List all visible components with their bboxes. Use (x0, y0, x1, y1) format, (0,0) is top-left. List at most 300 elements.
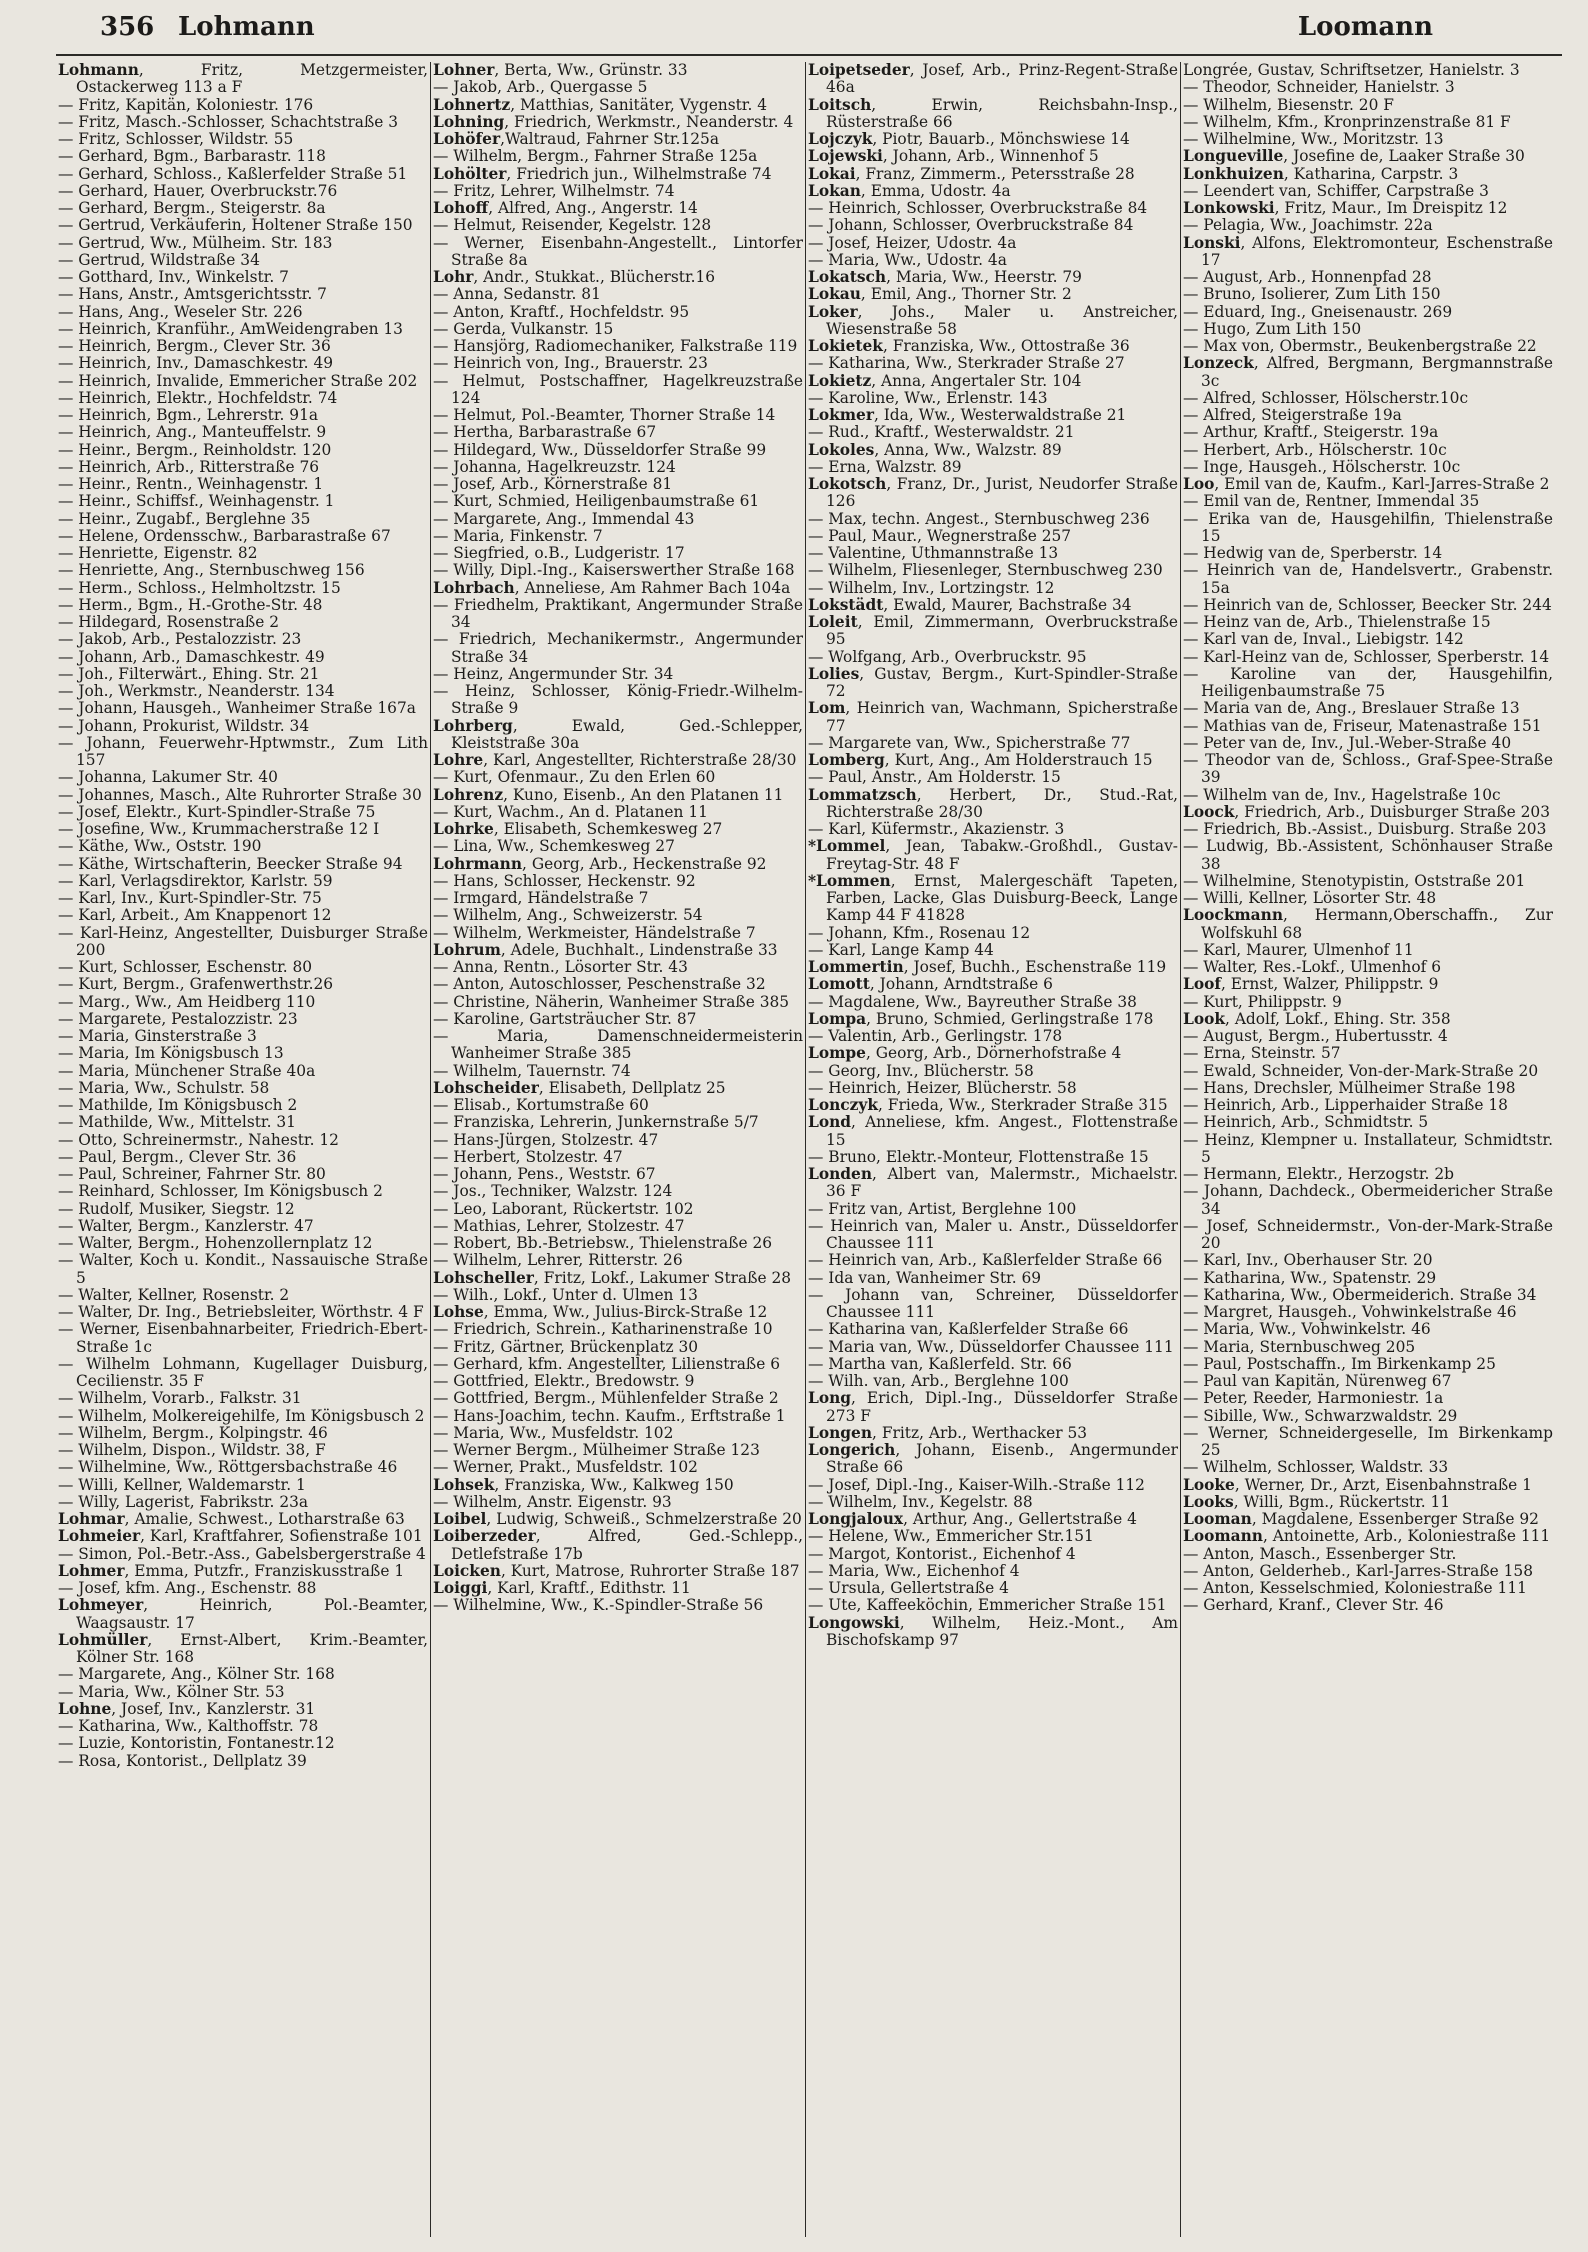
directory-entry (433, 1425, 803, 1442)
directory-entry (1183, 1287, 1553, 1304)
entry-surname: Loiberzeder (433, 1527, 536, 1546)
directory-entry (58, 1183, 428, 1200)
entry-details: , Friedrich, Werkmstr., Neanderstr. 4 (504, 112, 794, 131)
entry-details: — Heinrich, Elektr., Hochfeldstr. 74 (58, 388, 338, 407)
entry-surname: Lohmer (58, 1561, 125, 1580)
directory-entry (808, 286, 1178, 303)
entry-details: — Hedwig van de, Sperberstr. 14 (1183, 544, 1443, 562)
entry-details: — Gerhard, Bgm., Barbarastr. 118 (58, 147, 326, 166)
directory-entry (58, 666, 428, 683)
directory-entry (1183, 1494, 1553, 1511)
directory-entry (433, 459, 803, 476)
directory-entry (58, 373, 428, 390)
entry-surname: Lohning (433, 112, 505, 131)
directory-entry (58, 511, 428, 528)
entry-details: , Kurt, Ang., Am Holderstrauch 15 (884, 751, 1153, 769)
entry-details: — Friedrich, Schrein., Katharinenstraße 10 (433, 1320, 773, 1339)
directory-entry (58, 114, 428, 131)
entry-details: — Wilhelm, Inv., Kegelstr. 88 (808, 1492, 1033, 1511)
entry-details: — Willi, Kellner, Lösorter Str. 48 (1183, 889, 1437, 907)
directory-entry (1183, 424, 1553, 441)
directory-entry (808, 166, 1178, 183)
directory-entry (1183, 1028, 1553, 1045)
entry-surname: Lohrke (433, 820, 494, 838)
entry-details: — Heinrich, Arb., Schmidtstr. 5 (1183, 1113, 1429, 1132)
directory-entry (433, 424, 803, 441)
directory-entry (58, 1045, 428, 1062)
entry-surname: Lojczyk (808, 130, 873, 148)
directory-entry (1183, 355, 1553, 390)
directory-entry (58, 269, 428, 286)
directory-entry (433, 856, 803, 873)
directory-entry (58, 148, 428, 165)
directory-entry (58, 1321, 428, 1356)
directory-entry (433, 907, 803, 924)
entry-details: — Walter, Bergm., Hohenzollernplatz 12 (58, 1234, 373, 1252)
entry-surname: Looman (1183, 1510, 1252, 1528)
directory-entry (433, 62, 803, 79)
entry-surname: Loitsch (808, 95, 872, 114)
entry-details: — Katharina, Ww., Obermeiderich. Straße 34 (1183, 1285, 1537, 1304)
entry-details: , Fritz, Arb., Werthacker 53 (872, 1423, 1088, 1442)
entry-details: — Kurt, Ofenmaur., Zu den Erlen 60 (433, 768, 716, 787)
entry-details: — Max von, Obermstr., Beukenbergstraße 22 (1183, 337, 1537, 355)
directory-entry (58, 476, 428, 493)
directory-entry (58, 1753, 428, 1770)
entry-details: — Wilhelmine, Ww., Moritzstr. 13 (1183, 130, 1444, 148)
entry-details: — Wilh. van, Arb., Berglehne 100 (808, 1372, 1069, 1390)
directory-entry (58, 355, 428, 372)
directory-entry (433, 338, 803, 355)
entry-details: — Christine, Näherin, Wanheimer Straße 385 (433, 992, 790, 1011)
directory-entry (808, 1252, 1178, 1269)
directory-entry (58, 183, 428, 200)
directory-entry (1183, 476, 1553, 493)
entry-details: — Georg, Inv., Blücherstr. 58 (808, 1061, 1034, 1080)
directory-entry (1183, 804, 1553, 821)
directory-entry (808, 1494, 1178, 1511)
entry-details: , Ludwig, Schweiß., Schmelzerstraße 20 (486, 1510, 802, 1528)
entry-details: — Josef, Heizer, Udostr. 4a (808, 233, 1017, 252)
column-divider (805, 62, 806, 2237)
entry-details: , Karl, Angestellter, Richterstraße 28/30 (483, 751, 797, 769)
entry-surname: Loiggi (433, 1579, 488, 1597)
directory-entry (1183, 735, 1553, 752)
entry-surname: Lohmüller (58, 1630, 148, 1649)
entry-details: — Karl, Inv., Oberhauser Str. 20 (1183, 1251, 1433, 1270)
directory-entry (808, 338, 1178, 355)
entry-details: , Josef, Arb., Prinz-Regent-Straße 46a (826, 62, 1178, 97)
entry-details: — Anna, Sedanstr. 81 (433, 285, 601, 304)
directory-entry (1183, 442, 1553, 459)
directory-entry (433, 355, 803, 372)
directory-entry (1183, 787, 1553, 804)
entry-details: — Herm., Bgm., H.-Grothe-Str. 48 (58, 595, 323, 614)
directory-entry (808, 1097, 1178, 1114)
entry-details: — Heinrich, Arb., Ritterstraße 76 (58, 457, 320, 476)
entry-details: — Rudolf, Musiker, Siegstr. 12 (58, 1199, 295, 1218)
directory-entry (433, 1321, 803, 1338)
directory-entry (58, 1063, 428, 1080)
entry-details: — Inge, Hausgeh., Hölscherstr. 10c (1183, 457, 1461, 476)
directory-entry (58, 97, 428, 114)
entry-surname: Looke (1183, 1475, 1235, 1494)
right-running-head: Loomann (1297, 12, 1433, 42)
entry-details: , Anna, Angertaler Str. 104 (871, 371, 1082, 390)
entry-details: — Gerhard, Bergm., Steigerstr. 8a (58, 199, 326, 217)
entry-surname: Londen (808, 1165, 873, 1183)
entry-details: — Heinz, Angermunder Str. 34 (433, 664, 674, 683)
directory-entry (808, 1080, 1178, 1097)
entry-details: — Kurt, Bergm., Grafenwerthstr.26 (58, 975, 334, 994)
directory-entry (808, 649, 1178, 666)
directory-entry (58, 1546, 428, 1563)
entry-details: , Georg, Arb., Dörnerhofstraße 4 (865, 1044, 1122, 1063)
directory-entry (1183, 1063, 1553, 1080)
directory-entry (808, 959, 1178, 976)
directory-entry (1183, 1218, 1553, 1253)
directory-entry (58, 200, 428, 217)
entry-details: — Wilhelm, Bergm., Kolpingstr. 46 (58, 1423, 328, 1442)
entry-details: — Wilhelm, Inv., Lortzingstr. 12 (808, 578, 1055, 597)
entry-surname: Lohmeier (58, 1527, 141, 1546)
entry-surname: Loock (1183, 802, 1235, 821)
entry-details: — Wilhelm, Fliesenleger, Sternbuschweg 230 (808, 561, 1163, 580)
directory-entry (1183, 597, 1553, 614)
directory-entry (808, 476, 1178, 511)
directory-entry (808, 787, 1178, 822)
directory-entry (808, 511, 1178, 528)
entry-details: — Heinr., Bergm., Reinholdstr. 120 (58, 440, 332, 459)
entry-details: — Jakob, Arb., Quergasse 5 (433, 78, 648, 97)
entry-details: — Wilhelmine, Ww., Röttgersbachstraße 46 (58, 1458, 398, 1477)
directory-entry (808, 1149, 1178, 1166)
directory-entry (1183, 752, 1553, 787)
directory-entry (58, 580, 428, 597)
entry-surname: Lohrmann (433, 854, 523, 873)
entry-details: — Wilhelm Lohmann, Kugellager Duisburg, Cecilienstr. 35 F (58, 1354, 428, 1390)
entry-details: , Emma, Putzfr., Franziskusstraße 1 (124, 1561, 405, 1580)
directory-entry (433, 1304, 803, 1321)
entry-surname: Loo (1183, 475, 1215, 493)
entry-surname: Lommertin (808, 958, 904, 976)
entry-details: — Wilhelm, Werkmeister, Händelstraße 7 (433, 923, 756, 942)
directory-entry (433, 269, 803, 286)
entry-details: — Heinrich, Bgm., Lehrerstr. 91a (58, 406, 319, 424)
directory-entry (433, 631, 803, 666)
directory-entry (1183, 97, 1553, 114)
directory-entry (58, 545, 428, 562)
directory-entry (808, 528, 1178, 545)
entry-details: — Theodor van de, Schloss., Graf-Spee-Straße 39 (1183, 751, 1553, 787)
page-number: 356 (100, 12, 155, 42)
directory-entry (808, 1201, 1178, 1218)
directory-entry (58, 1442, 428, 1459)
entry-surname: Lonczyk (808, 1096, 878, 1114)
entry-details: — Walter, Res.-Lokf., Ulmenhof 6 (1183, 958, 1441, 976)
entry-surname: Lokstädt (808, 595, 884, 614)
entry-details: , Kuno, Eisenb., An den Platanen 11 (503, 785, 784, 804)
directory-entry (433, 890, 803, 907)
entry-details: — Helmut, Postschaffner, Hagelkreuzstraße 124 (433, 371, 803, 407)
directory-entry (58, 1511, 428, 1528)
entry-surname: Lokai (808, 164, 856, 183)
entry-details: — Peter, Reeder, Harmoniestr. 1a (1183, 1389, 1444, 1408)
directory-entry (58, 235, 428, 252)
entry-details: — Gertrud, Wildstraße 34 (58, 250, 260, 269)
entry-details: — Alfred, Steigerstraße 19a (1183, 406, 1402, 424)
entry-details: , Josefine de, Laaker Straße 30 (1283, 147, 1525, 166)
directory-entry (433, 1149, 803, 1166)
entry-details: — Johannes, Masch., Alte Ruhrorter Straße 30 (58, 785, 422, 804)
entry-surname: Lohscheider (433, 1078, 539, 1097)
entry-details: , Emma, Udostr. 4a (860, 181, 1011, 200)
entry-details: — Wilhelm, Dispon., Wildstr. 38, F (58, 1441, 326, 1459)
entry-details: — Maria, Ww., Schulstr. 58 (58, 1078, 270, 1097)
directory-entry (808, 942, 1178, 959)
directory-entry (433, 752, 803, 769)
directory-entry (808, 62, 1178, 97)
directory-entry (808, 407, 1178, 424)
entry-surname: Longen (808, 1423, 873, 1442)
directory-entry (58, 1408, 428, 1425)
directory-entry (58, 304, 428, 321)
entry-details: , Gustav, Bergm., Kurt-Spindler-Straße 72 (826, 664, 1178, 700)
directory-entry (58, 1718, 428, 1735)
entry-details: — Johanna, Lakumer Str. 40 (58, 768, 278, 787)
directory-entry (58, 493, 428, 510)
entry-details: , Emil, Zimmermann, Overbruckstraße 95 (826, 613, 1178, 649)
directory-entry (433, 1494, 803, 1511)
entry-surname: Lohmeyer (58, 1596, 144, 1615)
directory-entry (58, 1114, 428, 1131)
directory-entry (1183, 321, 1553, 338)
directory-entry (808, 1373, 1178, 1390)
directory-entry (808, 580, 1178, 597)
entry-details: , Ewald, Maurer, Bachstraße 34 (883, 595, 1132, 614)
entry-details: , Alfred, Bergmann, Bergmannstraße 3c (1201, 354, 1553, 390)
entry-details: — Hildegard, Ww., Düsseldorfer Straße 99 (433, 440, 767, 459)
directory-entry (1183, 873, 1553, 890)
directory-entry (1183, 114, 1553, 131)
entry-details: , Alfred, Ged.-Schlepp., Detlefstraße 17b (451, 1527, 803, 1563)
entry-details: — Heinz, Klempner u. Installateur, Schmidtstr. 5 (1183, 1130, 1553, 1166)
directory-entry (1183, 631, 1553, 648)
directory-entry (808, 269, 1178, 286)
directory-entry (1183, 304, 1553, 321)
directory-entry (433, 1373, 803, 1390)
directory-entry (433, 718, 803, 753)
directory-entry (1183, 562, 1553, 597)
directory-entry (58, 735, 428, 770)
directory-entry (433, 1132, 803, 1149)
directory-entry (1183, 942, 1553, 959)
directory-entry (1183, 1304, 1553, 1321)
directory-entry (58, 1563, 428, 1580)
entry-details: — Margarete van, Ww., Spicherstraße 77 (808, 733, 1131, 752)
directory-entry (433, 1477, 803, 1494)
directory-entry (808, 666, 1178, 701)
entry-details: — Eduard, Ing., Gneisenaustr. 269 (1183, 302, 1453, 321)
entry-details: — Hans, Schlosser, Heckenstr. 92 (433, 871, 696, 890)
entry-details: — Ida van, Wanheimer Str. 69 (808, 1268, 1042, 1287)
entry-surname: Loomann (1183, 1527, 1263, 1546)
entry-surname: Lojewski (808, 147, 883, 166)
entry-details: — Johanna, Hagelkreuzstr. 124 (433, 457, 676, 476)
page-header (100, 12, 1433, 46)
directory-entry (58, 1252, 428, 1287)
entry-details: — Karl, Maurer, Ulmenhof 11 (1183, 940, 1414, 959)
directory-entry (58, 1080, 428, 1097)
entry-details: — Theodor, Schneider, Hanielstr. 3 (1183, 78, 1455, 97)
entry-details: — Hans, Anstr., Amtsgerichtsstr. 7 (58, 285, 327, 304)
entry-details: — Karl-Heinz van de, Schlosser, Sperberstr. 14 (1183, 647, 1550, 666)
directory-entry (433, 1356, 803, 1373)
entry-details: — Josef, Schneidermstr., Von-der-Mark-Straße 20 (1183, 1216, 1553, 1252)
entry-surname: Lom (808, 699, 846, 718)
entry-surname: Longowski (808, 1613, 900, 1632)
entry-details: — Gertrud, Ww., Mülheim. Str. 183 (58, 233, 333, 252)
directory-entry (1183, 649, 1553, 666)
entry-details: , Bruno, Schmied, Gerlingstraße 178 (866, 1009, 1154, 1028)
entry-details: — Heinrich, Bergm., Clever Str. 36 (58, 337, 331, 355)
entry-details: , Ernst-Albert, Krim.-Beamter, Kölner Str. 168 (76, 1630, 428, 1666)
directory-entry (1183, 666, 1553, 701)
entry-surname: Lonzeck (1183, 354, 1254, 373)
directory-entry (433, 131, 803, 148)
entry-details: — Maria, Im Königsbusch 13 (58, 1044, 284, 1063)
directory-entry (433, 1080, 803, 1097)
entry-details: — Peter van de, Inv., Jul.-Weber-Straße 40 (1183, 733, 1512, 752)
entry-details: , Magdalene, Essenberger Straße 92 (1251, 1510, 1539, 1528)
entry-details: — Fritz, Schlosser, Wildstr. 55 (58, 130, 294, 148)
entry-details: — Margarete, Ang., Kölner Str. 168 (58, 1665, 335, 1684)
entry-details: , Emil van de, Kaufm., Karl-Jarres-Straße 2 (1214, 475, 1550, 493)
entry-surname: Lohr (433, 268, 474, 286)
entry-details: — Heinrich, Ang., Manteuffelstr. 9 (58, 423, 327, 442)
entry-details: — Gerda, Vulkanstr. 15 (433, 319, 614, 338)
entry-surname: Look (1183, 1009, 1226, 1028)
entry-details: — Heinrich van de, Handelsvertr., Grabenstr. 15a (1183, 561, 1553, 597)
entry-details: , Elisabeth, Dellplatz 25 (538, 1078, 726, 1097)
directory-entry (433, 183, 803, 200)
entry-surname: Loipetseder (808, 62, 910, 79)
directory-entry (1183, 269, 1553, 286)
directory-entry (1183, 1097, 1553, 1114)
directory-entry (58, 252, 428, 269)
directory-entry (1183, 838, 1553, 873)
entry-details: , Erich, Dipl.-Ing., Düsseldorfer Straße 273 F (826, 1389, 1178, 1425)
directory-entry (58, 683, 428, 700)
entry-details: — Alfred, Schlosser, Hölscherstr.10c (1183, 388, 1469, 407)
entry-details: , Heinrich van, Wachmann, Spicherstraße 77 (826, 699, 1178, 735)
entry-details: — Josefine, Ww., Krummacherstraße 12 I (58, 820, 380, 838)
entry-details: , Maria, Ww., Heerstr. 79 (886, 268, 1082, 286)
entry-surname: Lohmar (58, 1510, 125, 1528)
entry-details: — Henriette, Eigenstr. 82 (58, 544, 258, 562)
entry-details: — Maria, Sternbuschweg 205 (1183, 1337, 1416, 1356)
directory-entry (433, 597, 803, 632)
entry-details: — Johann van, Schreiner, Düsseldorfer Chaussee 111 (808, 1285, 1178, 1321)
entry-details: — Leendert van, Schiffer, Carpstraße 3 (1183, 181, 1489, 200)
entry-details: — Maria van de, Ang., Breslauer Straße 13 (1183, 699, 1520, 718)
entry-details: — Fritz, Lehrer, Wilhelmstr. 74 (433, 181, 675, 200)
entry-details: — Heinrich, Inv., Damaschkestr. 49 (58, 354, 334, 373)
directory-entry (808, 597, 1178, 614)
entry-details: — Heinrich von, Ing., Brauerstr. 23 (433, 354, 708, 373)
entry-surname: Lohre (433, 751, 484, 769)
directory-entry (433, 1201, 803, 1218)
directory-entry (433, 1287, 803, 1304)
entry-surname: Lokau (808, 285, 861, 304)
directory-entry (433, 1459, 803, 1476)
directory-entry (1183, 1183, 1553, 1218)
entry-details: — Valentin, Arb., Gerlingstr. 178 (808, 1027, 1063, 1045)
entry-details: , Karl, Kraftfahrer, Sofienstraße 101 (140, 1527, 423, 1546)
directory-entry (1183, 1373, 1553, 1390)
entry-details: — Johann, Kfm., Rosenau 12 (808, 923, 1031, 942)
entry-details: — Ursula, Gellertstraße 4 (808, 1579, 1009, 1597)
entry-details: — Maria, Ww., Kölner Str. 53 (58, 1682, 285, 1701)
entry-details: — Herbert, Stolzestr. 47 (433, 1147, 623, 1166)
directory-entry (58, 838, 428, 855)
directory-entry (808, 1114, 1178, 1149)
entry-details: — Wilhelm, Vorarb., Falkstr. 31 (58, 1389, 302, 1408)
directory-entry (1183, 1390, 1553, 1407)
entry-surname: Looks (1183, 1492, 1234, 1511)
directory-entry (58, 166, 428, 183)
directory-entry (433, 683, 803, 718)
directory-entry (1183, 821, 1553, 838)
entry-details: — Maria, Ww., Vohwinkelstr. 46 (1183, 1320, 1431, 1339)
directory-entry (58, 1028, 428, 1045)
entry-details: — Karl van de, Inval., Liebigstr. 142 (1183, 630, 1464, 649)
entry-details: — Anton, Kesselschmied, Koloniestraße 111 (1183, 1579, 1527, 1597)
directory-entry (1183, 614, 1553, 631)
entry-details: — Fritz, Gärtner, Brückenplatz 30 (433, 1337, 699, 1356)
entry-details: — Luzie, Kontoristin, Fontanestr.12 (58, 1734, 335, 1753)
directory-entry (808, 217, 1178, 234)
directory-entry (1183, 1528, 1553, 1545)
directory-entry (58, 407, 428, 424)
directory-entry (808, 821, 1178, 838)
directory-entry (808, 838, 1178, 873)
directory-entry (433, 959, 803, 976)
directory-entry (433, 1528, 803, 1563)
entry-surname: *Lommen (808, 871, 891, 890)
directory-entry (58, 424, 428, 441)
directory-entry (58, 649, 428, 666)
entry-details: — Helmut, Pol.-Beamter, Thorner Straße 14 (433, 406, 776, 424)
entry-details: — Heinz, Schlosser, König-Friedr.-Wilhelm-Straße 9 (433, 682, 803, 718)
directory-entry (433, 994, 803, 1011)
entry-details: — Mathias van de, Friseur, Matenastraße 151 (1183, 716, 1542, 735)
entry-details: — Ute, Kaffeeköchin, Emmericher Straße 151 (808, 1596, 1167, 1615)
entry-details: — Heinrich van, Arb., Kaßlerfelder Straße 66 (808, 1251, 1163, 1270)
directory-entry (58, 597, 428, 614)
entry-details: — Werner, Schneidergeselle, Im Birkenkamp 25 (1183, 1423, 1553, 1459)
entry-details: — Walter, Bergm., Kanzlerstr. 47 (58, 1216, 314, 1235)
entry-details: , Emma, Ww., Julius-Birck-Straße 12 (483, 1303, 768, 1321)
entry-details: — Pelagia, Ww., Joachimstr. 22a (1183, 216, 1433, 235)
entry-details: — Hans, Ang., Weseler Str. 226 (58, 302, 303, 321)
entry-details: — Käthe, Ww., Oststr. 190 (58, 837, 262, 856)
entry-surname: Lonkhuizen (1183, 164, 1284, 183)
entry-details: — Katharina, Ww., Spatenstr. 29 (1183, 1268, 1437, 1287)
entry-details: , Johann, Arb., Winnenhof 5 (882, 147, 1099, 166)
directory-entry (808, 1615, 1178, 1650)
directory-entry (433, 1011, 803, 1028)
